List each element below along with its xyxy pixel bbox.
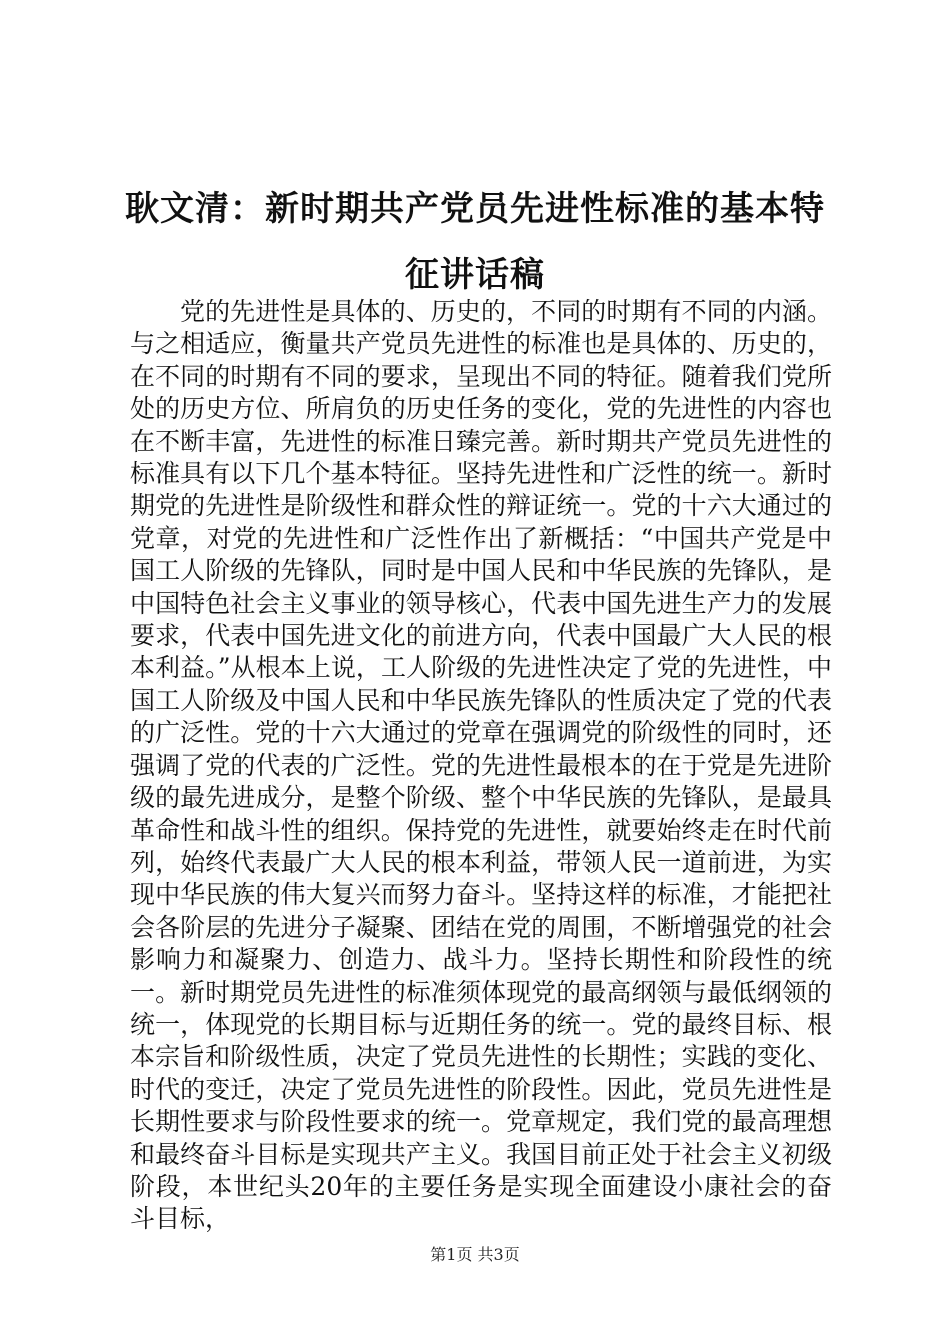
document-body-paragraph: 党的先进性是具体的、历史的，不同的时期有不同的内涵。与之相适应，衡量共产党员先进性的标准也是具体的、历史的，在不同的时期有不同的要求，呈现出不同的特征。随着我们党所处的历史方位、所肩负的历史任务的变化，党的先进性的内容也在不断丰富，先进性的标准日臻完善。新时期共产党员先进性的标准具有以下几个基本特征。坚持先进性和广泛性的统一。新时期党的先进性是阶级性和群众性的辩证统一。党的十六大通过的党章，对党的先进性和广泛性作出了新概括：“中国共产党是中国工人阶级的先锋队，同时是中国人民和中华民族的先锋队，是中国特色社会主义事业的领导核心，代表中国先进生产力的发展要求，代表中国先进文化的前进方向，代表中国最广大人民的根本利益。”从根本上说，工人阶级的先进性决定了党的先进性，中国工人阶级及中国人民和中华民族先锋队的性质决定了党的代表的广泛性。党的十六大通过的党章在强调党的阶级性的同时，还强调了党的代表的广泛性。党的先进性最根本的在于党是先进阶级的最先进成分，是整个阶级、整个中华民族的先锋队，是最具革命性和战斗性的组织。保持党的先进性，就要始终走在时代前列，始终代表最广大人民的根本利益，带领人民一道前进，为实现中华民族的伟大复兴而努力奋斗。坚持这样的标准，才能把社会各阶层的先进分子凝聚、团结在党的周围，不断增强党的社会影响力和凝聚力、创造力、战斗力。坚持长期性和阶段性的统一。新时期党员先进性的标准须体现党的最高纲领与最低纲领的统一，体现党的长期目标与近期任务的统一。党的最终目标、根本宗旨和阶级性质，决定了党员先进性的长期性；实践的变化、时代的变迁，决定了党员先进性的阶段性。因此，党员先进性是长期性要求与阶段性要求的统一。党章规定，我们党的最高理想和最终奋斗目标是实现共产主义。我国目前正处于社会主义初级阶段，本世纪头20年的主要任务是实现全面建设小康社会的奋斗目标， (130, 297, 832, 1234)
document-title: 耿文清：新时期共产党员先进性标准的基本特征讲话稿 (125, 189, 825, 295)
page-number-footer: 第1页 共3页 (430, 1245, 520, 1264)
